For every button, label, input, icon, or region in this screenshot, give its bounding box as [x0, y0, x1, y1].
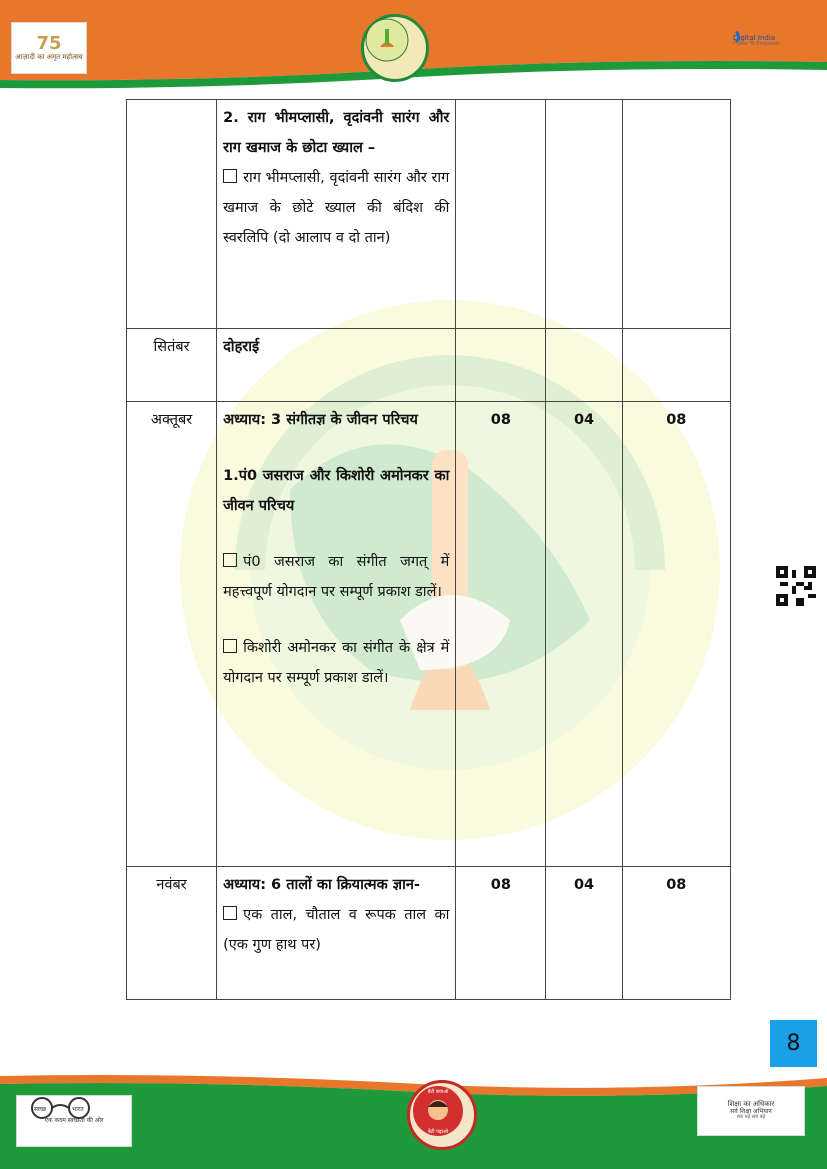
content-cell — [217, 867, 456, 1000]
value-cell — [456, 100, 546, 329]
syllabus-table — [126, 99, 731, 1000]
digital-india-icon — [730, 26, 746, 48]
swachh-word: स्वच्छ — [34, 1106, 47, 1113]
value-cell — [546, 100, 622, 329]
value-cell — [546, 329, 622, 402]
month-cell: नवंबर — [127, 867, 217, 1000]
list-item — [223, 633, 449, 693]
chapter-heading: अध्याय: 6 तालों का क्रियात्मक ज्ञान- — [223, 877, 420, 893]
beti-bachao-emblem — [407, 1080, 477, 1150]
value-cell: 08 — [456, 867, 546, 1000]
value-cell: 08 — [622, 402, 730, 867]
value-cell — [622, 100, 730, 329]
value-cell: 04 — [546, 402, 622, 867]
chapter-heading: अध्याय: 3 संगीतज्ञ के जीवन परिचय — [223, 412, 418, 428]
checkbox-icon — [223, 553, 237, 567]
beti-bachao-top: बेटी बचाओ — [427, 1089, 449, 1095]
swachh-bharat-logo — [16, 1095, 132, 1147]
digital-india-tagline: Power To Empower — [733, 41, 781, 47]
shiksha-ka-adhikar-logo — [697, 1086, 805, 1136]
rte-title: शिक्षा का अधिकार — [727, 1100, 775, 1109]
value-cell — [622, 329, 730, 402]
table-row — [127, 100, 731, 329]
page-header — [0, 0, 827, 92]
rte-line2: सब पढ़ें सब बढ़ें — [736, 1114, 766, 1121]
month-cell: सितंबर — [127, 329, 217, 402]
list-item-text: किशोरी अमोनकर का संगीत के क्षेत्र में योगदान पर सम्पूर्ण प्रकाश डालें। — [223, 640, 450, 686]
table-row — [127, 867, 731, 1000]
glasses-icon — [17, 1096, 107, 1120]
digital-india-logo — [730, 26, 800, 56]
revision-heading: दोहराई — [223, 339, 260, 355]
beti-bachao-bottom: बेटी पढ़ाओ — [427, 1129, 449, 1135]
azadi-logo-text: आज़ादी का अमृत महोत्सव — [15, 53, 83, 62]
content-cell — [217, 402, 456, 867]
list-item — [223, 900, 449, 960]
page-number-badge: 8 — [770, 1020, 817, 1067]
qr-code-icon[interactable] — [776, 566, 816, 606]
list-item-text: पं0 जसराज का संगीत जगत् में महत्त्वपूर्ण योगदान पर सम्पूर्ण प्रकाश डालें। — [223, 554, 450, 600]
raga-heading: 2. राग भीमप्लासी, वृदांवनी सारंग और राग खमाज के छोटा ख्याल – — [223, 110, 450, 156]
content-cell — [217, 100, 456, 329]
month-cell — [127, 100, 217, 329]
value-cell: 04 — [546, 867, 622, 1000]
checkbox-icon — [223, 169, 237, 183]
value-cell — [456, 329, 546, 402]
table-row — [127, 402, 731, 867]
azadi-logo-number: 75 — [36, 33, 62, 55]
list-item — [223, 547, 449, 607]
page-footer — [0, 1070, 827, 1169]
chapter-subheading: 1.पं0 जसराज और किशोरी अमोनकर का जीवन परिचय — [223, 468, 450, 514]
hbse-emblem — [361, 14, 429, 82]
table-row — [127, 329, 731, 402]
month-cell: अक्तूबर — [127, 402, 217, 867]
list-item — [223, 163, 449, 253]
list-item-text: एक ताल, चौताल व रूपक ताल का (एक गुण हाथ पर) — [223, 907, 450, 953]
checkbox-icon — [223, 906, 237, 920]
list-item-text: राग भीमप्लासी, वृदांवनी सारंग और राग खमाज के छोटे ख्याल की बंदिश की स्वरलिपि (दो आलाप व दो तान) — [223, 170, 450, 246]
azadi-amrit-mahotsav-logo — [11, 22, 87, 74]
content-cell — [217, 329, 456, 402]
value-cell: 08 — [456, 402, 546, 867]
digital-india-title: Digital India — [733, 34, 776, 42]
swachh-tagline: एक कदम स्वच्छता की ओर — [44, 1116, 104, 1124]
value-cell: 08 — [622, 867, 730, 1000]
rte-line1: सर्व शिक्षा अभियान — [730, 1107, 772, 1115]
bharat-word: भारत — [72, 1106, 84, 1113]
checkbox-icon — [223, 639, 237, 653]
